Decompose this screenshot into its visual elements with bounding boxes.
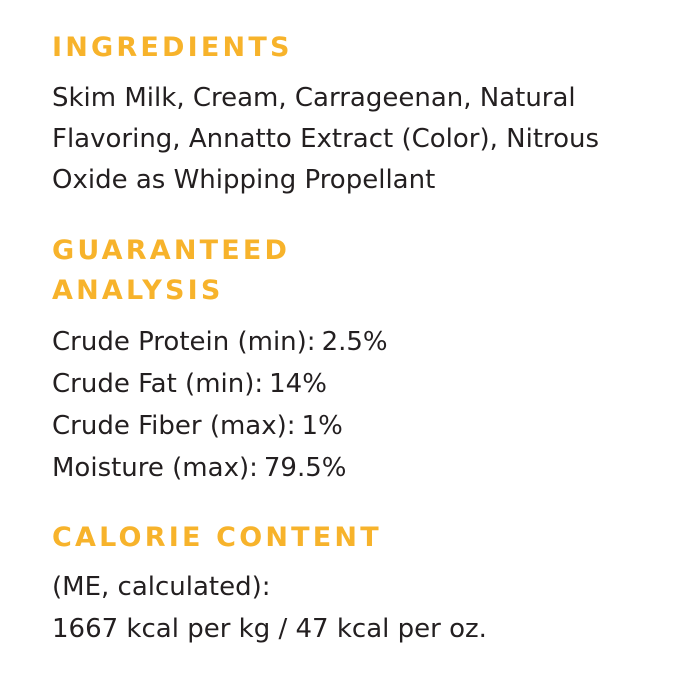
analysis-value: 2.5% <box>321 327 388 358</box>
guaranteed-analysis-heading-line2: ANALYSIS <box>52 275 224 307</box>
calorie-content-heading: CALORIE CONTENT <box>52 521 382 553</box>
analysis-value: 1% <box>301 411 343 442</box>
guaranteed-analysis-heading <box>52 231 660 311</box>
list-item <box>52 363 660 405</box>
analysis-value: 14% <box>269 369 327 400</box>
list-item <box>52 405 660 447</box>
list-item <box>52 447 660 489</box>
guaranteed-analysis-section <box>52 231 660 489</box>
analysis-label: Crude Fat (min): <box>52 369 264 400</box>
ingredients-section <box>52 28 660 201</box>
section-spacer <box>52 201 660 231</box>
ingredients-heading: INGREDIENTS <box>52 32 293 63</box>
ingredients-text: Skim Milk, Cream, Carrageenan, Natural Flavoring, Annatto Extract (Color), Nitrous Oxide as Whipping Propellant <box>52 82 600 196</box>
guaranteed-analysis-heading-line1: GUARANTEED <box>52 235 291 267</box>
section-spacer <box>52 490 660 518</box>
calorie-content-subtitle: (ME, calculated): <box>52 572 271 603</box>
list-item <box>52 321 660 363</box>
analysis-label: Moisture (max): <box>52 453 258 484</box>
calorie-content-value: 1667 kcal per kg / 47 kcal per oz. <box>52 614 487 645</box>
analysis-label: Crude Fiber (max): <box>52 411 296 442</box>
guaranteed-analysis-list <box>52 321 660 489</box>
calorie-content-section <box>52 518 660 651</box>
analysis-value: 79.5% <box>263 453 347 484</box>
analysis-label: Crude Protein (min): <box>52 327 316 358</box>
